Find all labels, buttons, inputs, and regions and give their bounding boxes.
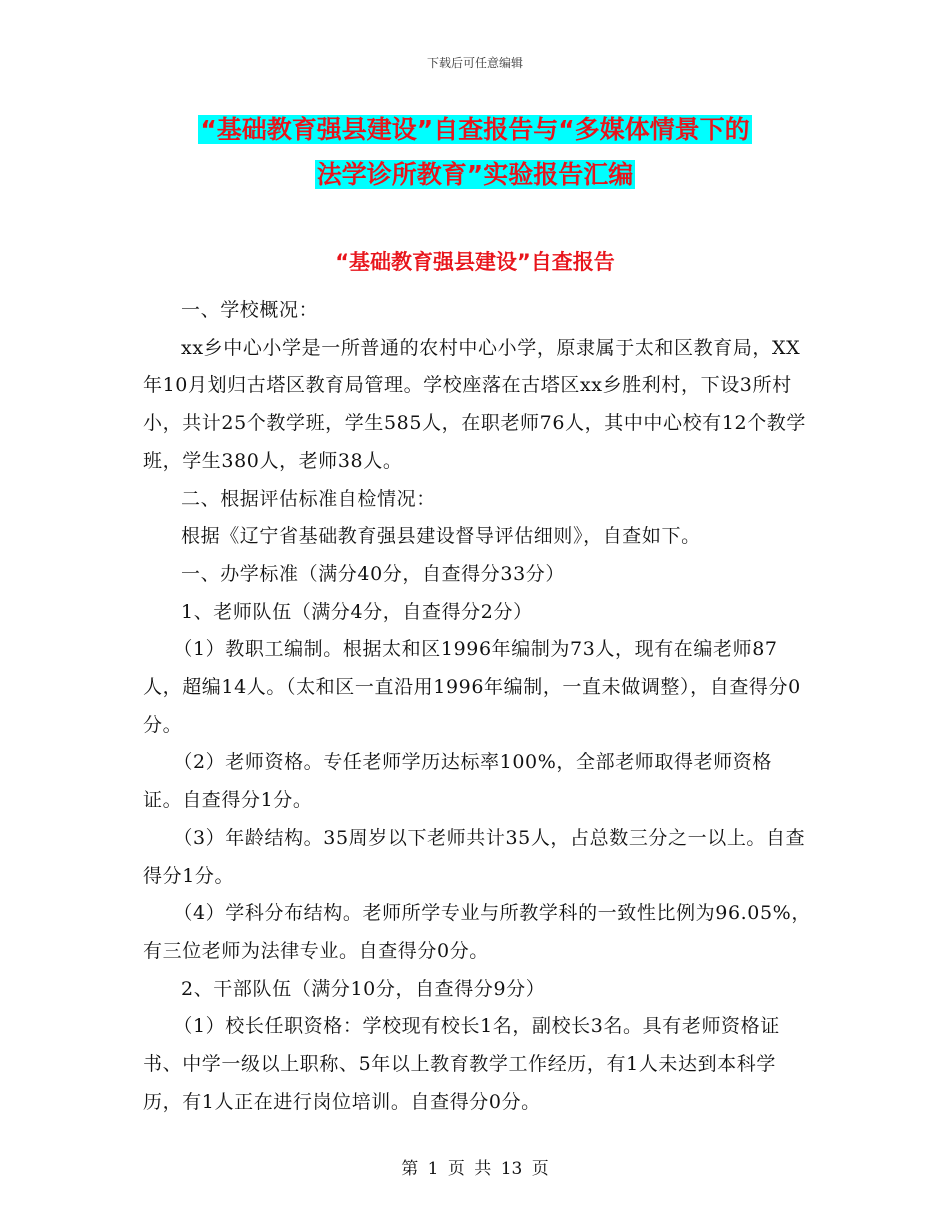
paragraph-cadre-team: 2、干部队伍（满分10分，自查得分9分） bbox=[181, 977, 546, 1000]
page-header-note: 下载后可任意编辑 bbox=[426, 56, 523, 70]
paragraph-teacher-qualification: （2）老师资格。专任老师学历达标率100%，全部老师取得老师资格证。自查得分1分。 bbox=[143, 751, 772, 812]
paragraph-principal-qualification: （1）校长任职资格：学校现有校长1名，副校长3名。具有老师资格证书、中学一级以上职称、5年以上教育教学工作经历，有1人未达到本科学历，有1人正在进行岗位培训。自查得分0分。 bbox=[143, 1015, 780, 1113]
paragraph-self-check-heading: 二、根据评估标准自检情况： bbox=[181, 487, 436, 510]
paragraph-school-overview: xx乡中心小学是一所普通的农村中心小学，原隶属于太和区教育局，XX年10月划归古塔区教育局管理。学校座落在古塔区xx乡胜利村，下设3所村小，共计25个教学班，学生585人，在职老师76人，其中中心校有12个教学班，学生380人，老师38人。 bbox=[143, 336, 806, 472]
paragraph-school-standard: 一、办学标准（满分40分，自查得分33分） bbox=[181, 562, 565, 585]
paragraph-school-overview-heading: 一、学校概况： bbox=[181, 299, 319, 321]
document-title-line-2-text: 法学诊所教育”实验报告汇编 bbox=[316, 160, 634, 189]
paragraph-teacher-team: 1、老师队伍（满分4分，自查得分2分） bbox=[181, 600, 533, 623]
page-number-footer: 第 1 页 共 13 页 bbox=[401, 1159, 549, 1179]
document-body bbox=[143, 292, 811, 1121]
paragraph-age-structure: （3）年龄结构。35周岁以下老师共计35人，占总数三分之一以上。自查得分1分。 bbox=[143, 826, 806, 887]
document-title-line-2 bbox=[0, 155, 950, 195]
document-title-line-1 bbox=[0, 110, 950, 150]
paragraph-subject-structure: （4）学科分布结构。老师所学专业与所教学科的一致性比例为96.05%，有三位老师为法律专业。自查得分0分。 bbox=[143, 902, 811, 962]
paragraph-self-check-intro: 根据《辽宁省基础教育强县建设督导评估细则》，自查如下。 bbox=[181, 525, 701, 548]
document-title-line-1-text: “基础教育强县建设”自查报告与“多媒体情景下的 bbox=[200, 115, 750, 144]
paragraph-staff-quota: （1）教职工编制。根据太和区1996年编制为73人，现有在编老师87人，超编14人。（太和区一直沿用1996年编制，一直未做调整），自查得分0分。 bbox=[143, 638, 801, 736]
section-title: “基础教育强县建设”自查报告 bbox=[335, 250, 615, 274]
